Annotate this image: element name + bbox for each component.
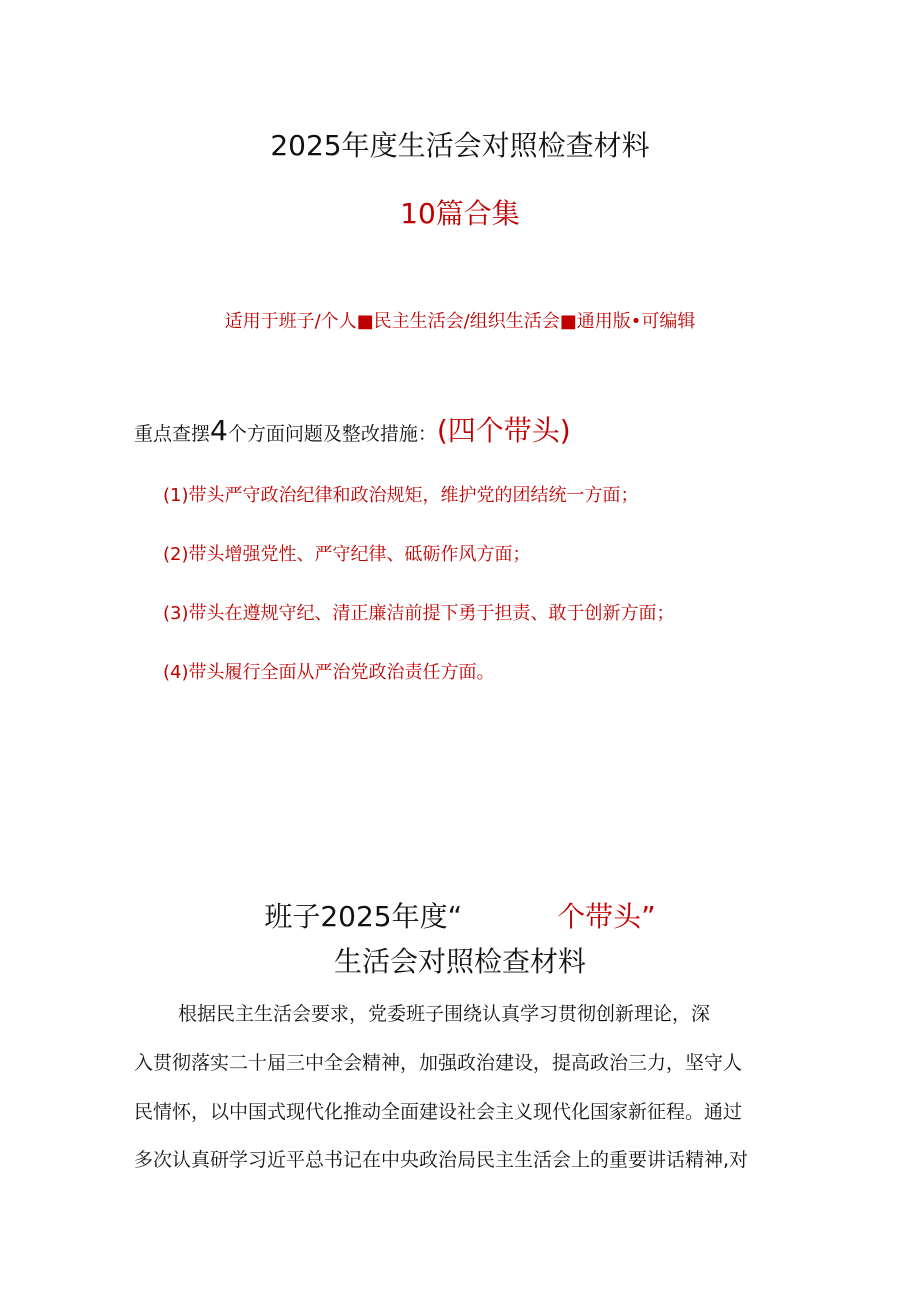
focus-item-3: (3)带头在遵规守纪、清正廉洁前提下勇于担责、敢于创新方面； (163, 603, 675, 624)
cover-subtitle: 10篇合集 (400, 197, 520, 230)
focus-number: 4 (210, 414, 228, 447)
focus-item-1: (1)带头严守政治纪律和政治规矩，维护党的团结统一方面； (163, 485, 639, 506)
applies-note: 适用于班子/个人■民主生活会/组织生活会■通用版•可编辑 (224, 311, 696, 332)
section-title-line-1 (0, 898, 920, 936)
section-title-line-2: 生活会对照检查材料 (333, 945, 586, 978)
paragraph-line-3: 民情怀，以中国式现代化推动全面建设社会主义现代化国家新征程。通过 (134, 1101, 743, 1123)
focus-line (134, 411, 571, 454)
paragraph-line-2: 入贯彻落实二十届三中全会精神，加强政治建设，提高政治三力，坚守人 (134, 1052, 743, 1074)
focus-middle: 个方面问题及整改措施： (227, 423, 437, 445)
section-title-part-1: 班子2025年度“ (264, 900, 463, 933)
focus-item-4: (4)带头履行全面从严治党政治责任方面。 (163, 662, 495, 683)
paragraph-line-1: 根据民主生活会要求，党委班子围绕认真学习贯彻创新理论，深 (178, 1003, 711, 1025)
focus-prefix: 重点查摆 (134, 423, 211, 445)
cover-title: 2025年度生活会对照检查材料 (270, 129, 650, 162)
focus-item-2: (2)带头增强党性、严守纪律、砥砺作风方面； (163, 544, 531, 565)
focus-heading: (四个带头) (436, 414, 571, 447)
paragraph-line-4: 多次认真研学习近平总书记在中央政治局民主生活会上的重要讲话精神,对 (134, 1149, 749, 1171)
section-title-part-2: 个带头” (557, 900, 656, 933)
